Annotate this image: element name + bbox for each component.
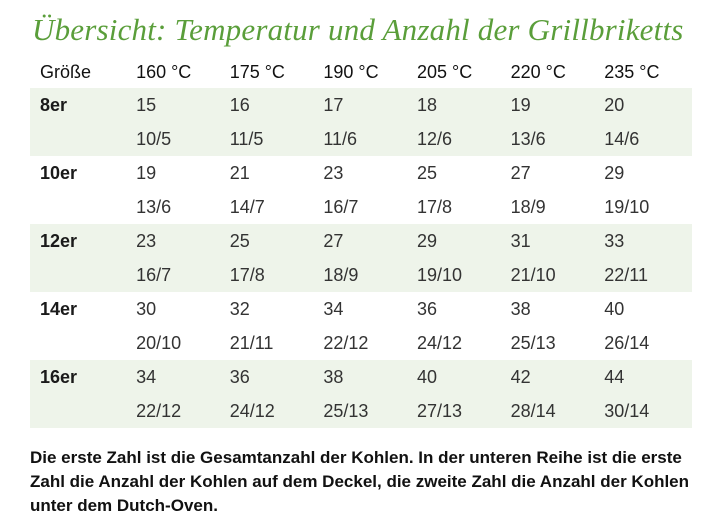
dutch-oven-size: 16er — [30, 360, 130, 394]
dutch-oven-size: 12er — [30, 224, 130, 258]
total-briquettes-cell: 42 — [505, 360, 599, 394]
lid-bottom-split-cell: 26/14 — [604, 332, 650, 353]
table-row-total — [30, 292, 692, 326]
lid-bottom-split-cell: 10/5 — [130, 122, 224, 156]
lid-bottom-split-cell: 17/8 — [224, 258, 318, 292]
empty-cell — [30, 190, 130, 224]
table-row-split — [30, 326, 692, 360]
total-briquettes-cell: 32 — [229, 298, 250, 319]
table-row-split — [30, 190, 692, 224]
total-briquettes-cell: 23 — [323, 162, 344, 183]
total-briquettes-cell: 33 — [598, 224, 692, 258]
total-briquettes-cell: 15 — [130, 88, 224, 122]
lid-bottom-split-cell: 13/6 — [505, 122, 599, 156]
footnote: Die erste Zahl ist die Gesamtanzahl der Kohlen. In der unteren Reihe ist die erste Zahl die Anzahl der Kohlen auf dem Deckel, die zweite Zahl die Anzahl der Kohlen unter dem Dutch-Oven. — [30, 448, 690, 515]
lid-bottom-split-cell: 25/13 — [317, 394, 411, 428]
lid-bottom-split-cell: 14/7 — [229, 196, 265, 217]
lid-bottom-split-cell: 14/6 — [598, 122, 692, 156]
column-header-temperature: 175 °C — [229, 61, 285, 82]
total-briquettes-cell: 20 — [598, 88, 692, 122]
dutch-oven-size: 14er — [40, 298, 78, 319]
total-briquettes-cell: 34 — [130, 360, 224, 394]
lid-bottom-split-cell: 19/10 — [411, 258, 505, 292]
lid-bottom-split-cell: 25/13 — [510, 332, 556, 353]
table-row-split — [30, 258, 692, 292]
lid-bottom-split-cell: 18/9 — [317, 258, 411, 292]
lid-bottom-split-cell: 18/9 — [510, 196, 546, 217]
total-briquettes-cell: 16 — [224, 88, 318, 122]
total-briquettes-cell: 40 — [604, 298, 625, 319]
lid-bottom-split-cell: 22/11 — [598, 258, 692, 292]
lid-bottom-split-cell: 28/14 — [505, 394, 599, 428]
lid-bottom-split-cell: 13/6 — [136, 196, 172, 217]
total-briquettes-cell: 29 — [604, 162, 625, 183]
total-briquettes-cell: 38 — [317, 360, 411, 394]
lid-bottom-split-cell: 16/7 — [323, 196, 359, 217]
table-header-row — [30, 56, 692, 88]
column-header-temperature: 160 °C — [136, 61, 192, 82]
table-row-total — [30, 156, 692, 190]
total-briquettes-cell: 34 — [323, 298, 344, 319]
lid-bottom-split-cell: 19/10 — [604, 196, 650, 217]
lid-bottom-split-cell: 11/6 — [317, 122, 411, 156]
column-header-size: Größe — [40, 61, 92, 82]
total-briquettes-cell: 38 — [510, 298, 531, 319]
total-briquettes-cell: 29 — [411, 224, 505, 258]
total-briquettes-cell: 18 — [411, 88, 505, 122]
total-briquettes-cell: 19 — [505, 88, 599, 122]
column-header-temperature: 220 °C — [510, 61, 566, 82]
empty-cell — [30, 326, 130, 360]
total-briquettes-cell: 30 — [136, 298, 157, 319]
briquette-table — [30, 56, 692, 428]
lid-bottom-split-cell: 24/12 — [416, 332, 463, 353]
empty-cell — [30, 258, 130, 292]
total-briquettes-cell: 25 — [416, 162, 438, 183]
lid-bottom-split-cell: 21/11 — [229, 332, 274, 353]
total-briquettes-cell: 21 — [229, 162, 250, 183]
table-row-split — [30, 122, 692, 156]
column-header-temperature: 205 °C — [416, 61, 473, 82]
lid-bottom-split-cell: 22/12 — [323, 332, 369, 353]
total-briquettes-cell: 31 — [505, 224, 599, 258]
table-row-split — [30, 394, 692, 428]
total-briquettes-cell: 17 — [317, 88, 411, 122]
column-header-temperature: 190 °C — [323, 61, 379, 82]
lid-bottom-split-cell: 30/14 — [598, 394, 692, 428]
lid-bottom-split-cell: 11/5 — [224, 122, 318, 156]
total-briquettes-cell: 23 — [130, 224, 224, 258]
lid-bottom-split-cell: 12/6 — [411, 122, 505, 156]
total-briquettes-cell: 27 — [317, 224, 411, 258]
dutch-oven-size: 10er — [40, 162, 78, 183]
total-briquettes-cell: 40 — [411, 360, 505, 394]
dutch-oven-size: 8er — [30, 88, 130, 122]
column-header-temperature: 235 °C — [604, 61, 660, 82]
total-briquettes-cell: 27 — [510, 162, 531, 183]
lid-bottom-split-cell: 17/8 — [416, 196, 453, 217]
lid-bottom-split-cell: 21/10 — [505, 258, 599, 292]
total-briquettes-cell: 36 — [224, 360, 318, 394]
table-row-total — [30, 224, 692, 258]
total-briquettes-cell: 44 — [598, 360, 692, 394]
lid-bottom-split-cell: 16/7 — [130, 258, 224, 292]
page-title: Übersicht: Temperatur und Anzahl der Grillbriketts — [32, 12, 684, 47]
lid-bottom-split-cell: 22/12 — [130, 394, 224, 428]
table-row-total — [30, 360, 692, 394]
total-briquettes-cell: 36 — [416, 298, 438, 319]
table-row-total — [30, 88, 692, 122]
lid-bottom-split-cell: 27/13 — [411, 394, 505, 428]
lid-bottom-split-cell: 24/12 — [224, 394, 318, 428]
empty-cell — [30, 394, 130, 428]
total-briquettes-cell: 25 — [224, 224, 318, 258]
empty-cell — [30, 122, 130, 156]
total-briquettes-cell: 19 — [136, 162, 157, 183]
lid-bottom-split-cell: 20/10 — [136, 332, 182, 353]
